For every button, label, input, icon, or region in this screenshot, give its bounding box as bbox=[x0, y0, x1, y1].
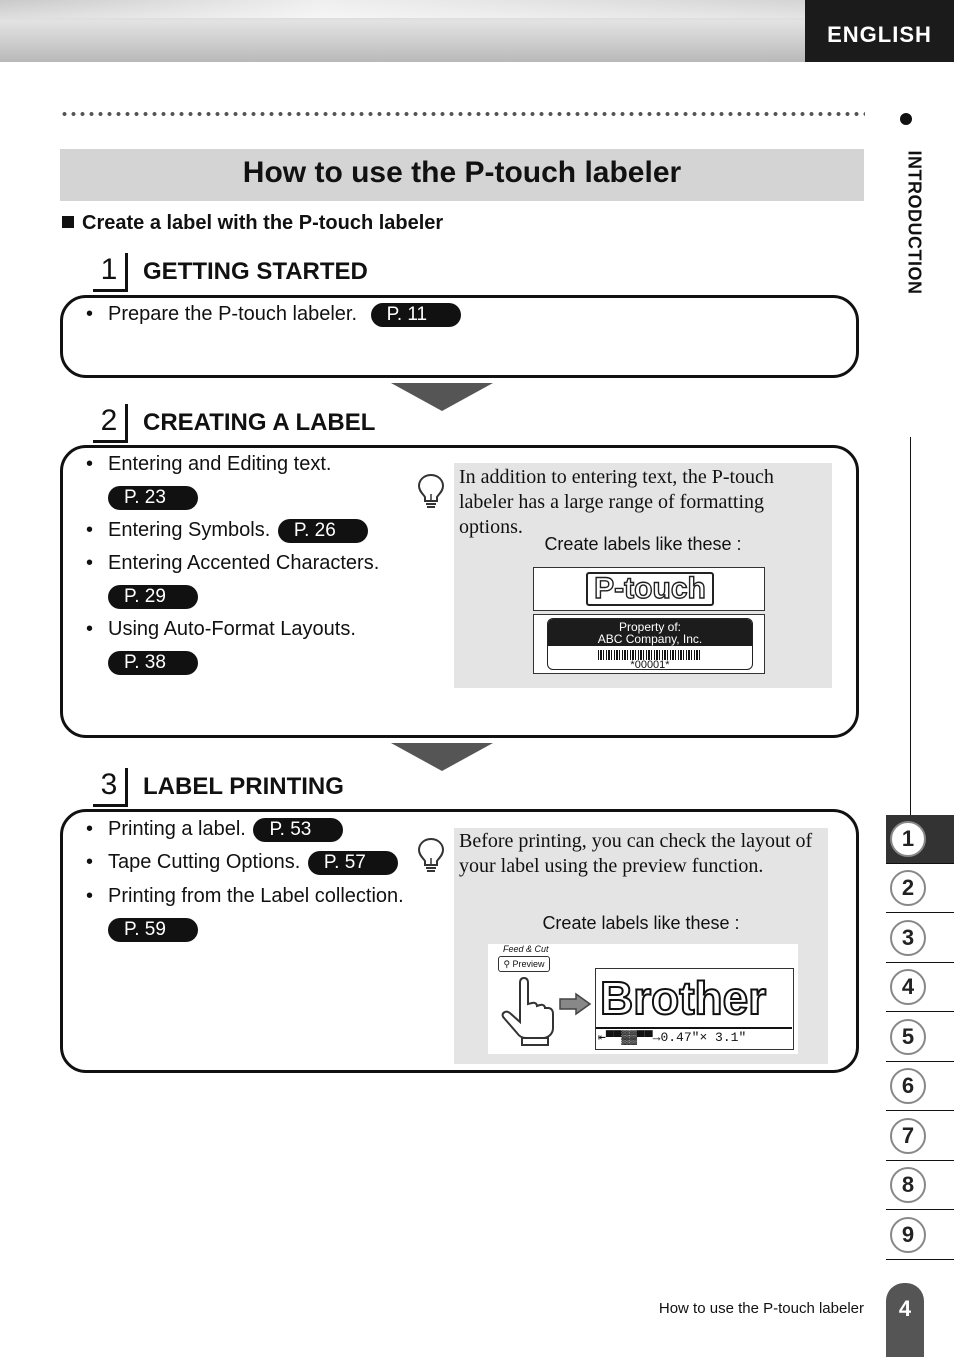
chapter-number: 1 bbox=[890, 821, 926, 857]
preview-illustration bbox=[488, 944, 798, 1054]
property-label-header bbox=[548, 619, 752, 646]
chapter-tab-1[interactable] bbox=[886, 815, 954, 864]
footer-title: How to use the P-touch labeler bbox=[658, 1300, 864, 1317]
chapter-tab-8[interactable] bbox=[886, 1161, 954, 1210]
sample-label-text: P-touch bbox=[586, 572, 714, 606]
chapter-tab-5[interactable] bbox=[886, 1013, 954, 1062]
property-label-frame bbox=[547, 618, 753, 670]
page-ref-badge[interactable]: P. 23 bbox=[108, 486, 198, 510]
step-2-number: 2 bbox=[93, 404, 128, 443]
dotted-divider bbox=[60, 110, 865, 118]
lightbulb-icon bbox=[416, 472, 446, 512]
chapter-tab-4[interactable] bbox=[886, 963, 954, 1012]
item-text: Tape Cutting Options. bbox=[108, 851, 301, 873]
magnifier-icon: ⚲ bbox=[503, 959, 511, 969]
list-item: • Entering and Editing text. bbox=[86, 453, 332, 475]
square-bullet-icon bbox=[62, 216, 74, 228]
tip-text: In addition to entering text, the P-touch labeler has a large range of formatting options. bbox=[459, 466, 774, 538]
sample-label-property bbox=[533, 614, 765, 674]
step-3-number: 3 bbox=[93, 768, 128, 807]
page-ref-badge[interactable]: P. 29 bbox=[108, 585, 198, 609]
item-text: Entering and Editing text. bbox=[108, 453, 332, 475]
chapter-number: 9 bbox=[890, 1217, 926, 1253]
item-text: Using Auto-Format Layouts. bbox=[108, 618, 356, 640]
flow-arrow-icon bbox=[391, 743, 493, 771]
preview-key-label: Preview bbox=[512, 959, 545, 969]
flow-arrow-icon bbox=[391, 383, 493, 411]
section-heading-text: Create a label with the P-touch labeler bbox=[82, 212, 444, 234]
item-text: Prepare the P-touch labeler. bbox=[108, 303, 358, 325]
step-1-number: 1 bbox=[93, 253, 128, 292]
lightbulb-icon bbox=[416, 836, 446, 876]
tip-text: Before printing, you can check the layout of your label using the preview function. bbox=[459, 830, 813, 877]
tip-caption: Create labels like these : bbox=[542, 913, 740, 933]
preview-status bbox=[598, 1031, 746, 1045]
list-item: • Prepare the P-touch labeler. P. 11 bbox=[86, 303, 461, 327]
item-text: Entering Symbols. bbox=[108, 519, 271, 541]
item-text: Printing from the Label collection. bbox=[108, 885, 404, 907]
list-item: • Using Auto-Format Layouts. bbox=[86, 618, 356, 640]
step-2-title: CREATING A LABEL bbox=[143, 409, 376, 436]
barcode-text: *00001* bbox=[630, 659, 670, 670]
chapter-tab-7[interactable] bbox=[886, 1112, 954, 1161]
chapter-number: 6 bbox=[890, 1068, 926, 1104]
list-item: • Entering Symbols. P. 26 bbox=[86, 519, 368, 543]
header-sheen bbox=[0, 0, 805, 18]
chapter-tab-6[interactable] bbox=[886, 1062, 954, 1111]
chapter-number: 7 bbox=[890, 1118, 926, 1154]
page-title: How to use the P-touch labeler bbox=[60, 149, 864, 201]
chapter-number: 2 bbox=[890, 870, 926, 906]
chapter-number: 3 bbox=[890, 920, 926, 956]
section-heading bbox=[62, 212, 443, 235]
list-item: • Printing a label. P. 53 bbox=[86, 818, 343, 842]
right-arrow-icon bbox=[558, 992, 592, 1016]
chapter-tab-2[interactable] bbox=[886, 864, 954, 913]
length-bar-icon: ⇤▀▀▓▓▀▀→ bbox=[598, 1030, 661, 1045]
item-text: Printing a label. bbox=[108, 818, 246, 840]
property-label-line1: Property of: bbox=[618, 620, 682, 634]
side-rule bbox=[910, 437, 911, 815]
page-number: 4 bbox=[886, 1283, 924, 1357]
chapter-tab-9[interactable] bbox=[886, 1211, 954, 1260]
page-ref-badge[interactable]: P. 38 bbox=[108, 651, 198, 675]
chapter-number: 5 bbox=[890, 1019, 926, 1055]
item-text: Entering Accented Characters. bbox=[108, 552, 380, 574]
screen-divider bbox=[596, 1027, 792, 1029]
chapter-number: 4 bbox=[890, 969, 926, 1005]
list-item: • Printing from the Label collection. bbox=[86, 885, 404, 907]
property-label-line2: ABC Company, Inc. bbox=[597, 632, 703, 646]
page-ref-badge[interactable]: P. 26 bbox=[278, 519, 368, 543]
list-item: • Entering Accented Characters. bbox=[86, 552, 380, 574]
chapter-tab-3[interactable] bbox=[886, 914, 954, 963]
page-ref-badge[interactable]: P. 53 bbox=[253, 818, 343, 842]
sample-label-ptouch bbox=[533, 567, 765, 611]
page-ref-badge[interactable]: P. 59 bbox=[108, 918, 198, 942]
preview-screen bbox=[595, 968, 794, 1050]
tip-caption: Create labels like these : bbox=[544, 534, 742, 554]
preview-screen-text: Brother bbox=[600, 972, 767, 1024]
feed-cut-key-label: Feed & Cut bbox=[503, 944, 549, 954]
section-side-label: INTRODUCTION bbox=[904, 150, 925, 295]
step-3-title: LABEL PRINTING bbox=[143, 773, 344, 800]
chapter-number: 8 bbox=[890, 1167, 926, 1203]
section-dot-icon bbox=[900, 113, 912, 125]
language-tab: ENGLISH bbox=[805, 0, 954, 62]
page-ref-badge[interactable]: P. 57 bbox=[308, 851, 398, 875]
list-item: • Tape Cutting Options. P. 57 bbox=[86, 851, 398, 875]
preview-key bbox=[498, 956, 550, 972]
pointing-hand-icon bbox=[496, 974, 558, 1046]
page-ref-badge[interactable]: P. 11 bbox=[371, 303, 461, 327]
step-1-title: GETTING STARTED bbox=[143, 258, 368, 285]
preview-status-text: 0.47"× 3.1" bbox=[660, 1030, 747, 1045]
